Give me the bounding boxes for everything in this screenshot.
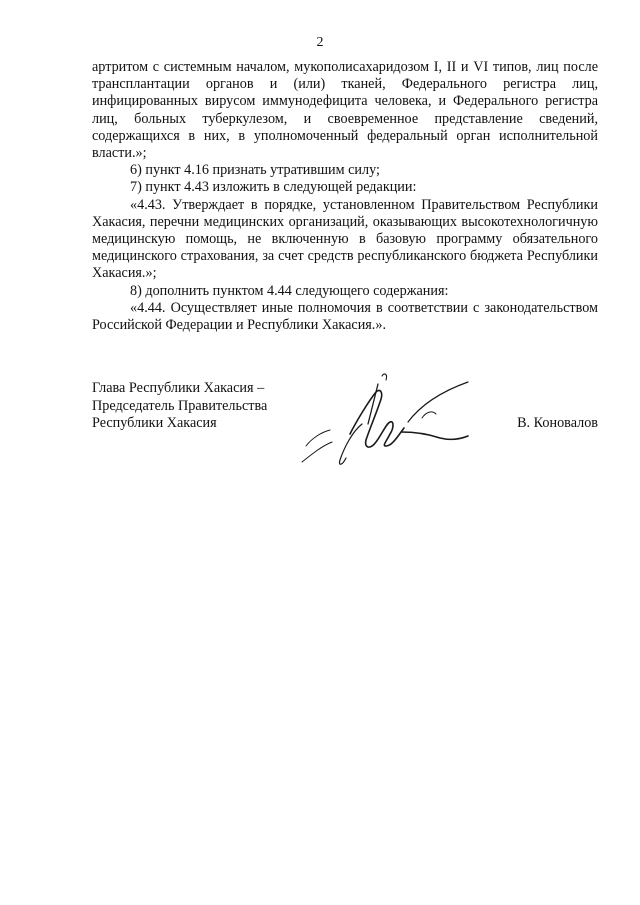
document-body xyxy=(92,59,598,334)
page-number: 2 xyxy=(316,35,324,50)
handwritten-signature-icon xyxy=(290,362,490,472)
paragraph-item-7: 7) пункт 4.43 изложить в следующей редакции: xyxy=(130,179,417,196)
signatory-title-line-3: Республики Хакасия xyxy=(92,415,217,432)
paragraph-item-8: 8) дополнить пунктом 4.44 следующего содержания: xyxy=(130,282,449,299)
paragraph-item-6: 6) пункт 4.16 признать утратившим силу; xyxy=(130,162,380,179)
paragraph-clause-4-43: «4.43. Утверждает в порядке, установленном Правительством Республики Хакасия, перечни медицинских организаций, оказывающих высокотехнологичную медицинскую помощь, не включенную в базовую программу обязательного медицинского страхования, за счет средств республиканского бюджета Республики Хакасия.»; xyxy=(92,196,598,282)
signatory-title-line-2: Председатель Правительства xyxy=(92,397,268,414)
paragraph-clause-4-44: «4.44. Осуществляет иные полномочия в соответствии с законодательством Российской Федерации и Республики Хакасия.». xyxy=(92,299,598,334)
signatory-name: В. Коновалов xyxy=(517,415,598,431)
signatory-title xyxy=(92,380,267,433)
signatory-title-line-1: Глава Республики Хакасия – xyxy=(92,380,265,396)
paragraph-continuation: артритом с системным началом, мукополисахаридозом I, II и VI типов, лиц после трансплантации органов и (или) тканей, Федерального регистра лиц, инфицированных вирусом иммунодефицита человека, и Федерального регистра лиц, больных туберкулезом, и своевременное представление сведений, содержащихся в них, в уполномоченный федеральный орган исполнительной власти.»; xyxy=(92,59,598,162)
